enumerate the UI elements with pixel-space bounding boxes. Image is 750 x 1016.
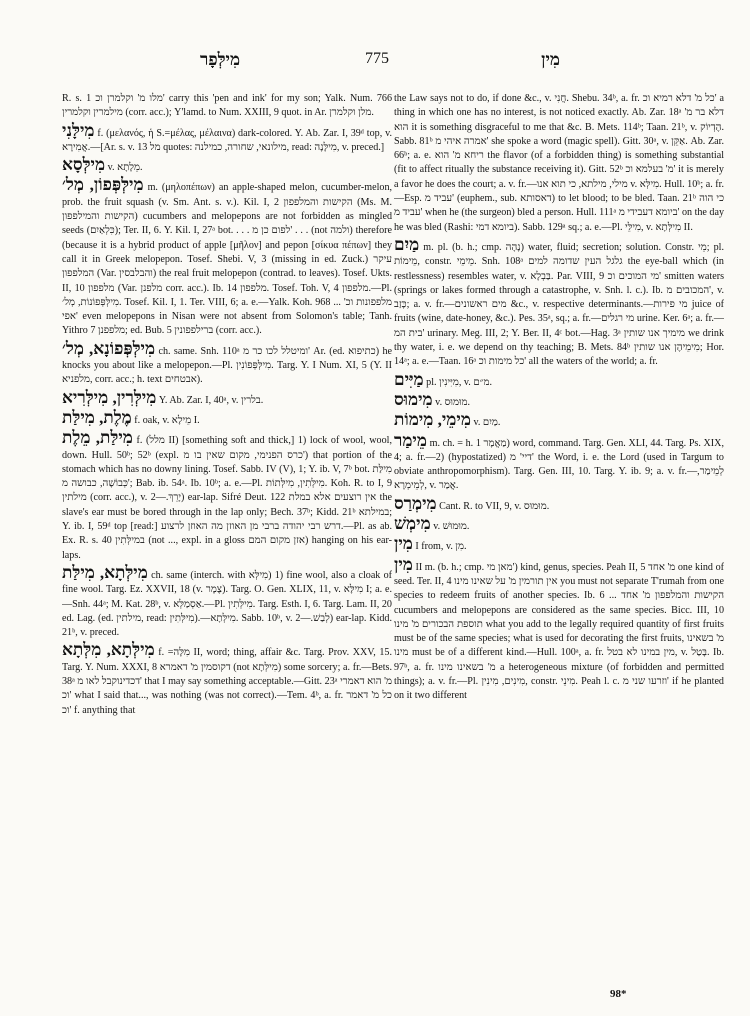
signature-mark: 98* — [610, 988, 627, 1000]
entry-definition: f. oak, v. מֵילָא I. — [134, 414, 200, 426]
entry-headword: מִילְּסָא — [62, 155, 106, 175]
entry-headword: מִימְשׁ — [394, 514, 431, 534]
entry-definition: m. ch. = h. מַאֲמָר 1) word, command. Targ. Gen. XLI, 44. Targ. Ps. XIX, 4; a. fr.—2) (hypostatized) דיי' מ' the Word, i. e. the Lord (used in Targum to obviate anthropomorphism). Targ. Gen. III, 10. Targ. Y. ib. 9; a. v. fr.—לְמֵימַר, לְמֵימְרָא, v. אֲמַר. — [394, 437, 724, 492]
entry-headword: מִילְּפְּפוֹנָא, מְל׳ — [62, 338, 156, 358]
dictionary-entry — [394, 391, 724, 410]
entry-definition: Y. Ab. Zar. I, 40ᵃ, v. בלרין. — [158, 394, 264, 406]
entry-definition: pl. מִיִּינִין, v. מ״ם. — [426, 376, 492, 388]
entry-definition: m. (μηλοπέπων) an apple-shaped melon, cucumber-melon, prob. the fruit squash (v. Sm. Ant. s. v.). Kil. I, 2 הקישות והמלפפון (Ms. M. הקישות והמילפפון) cucumbers and melopepons are not forbidden as mingled seeds (כִּלְאַיִם); Ter. II, 6. Y. Kil. I, 27ᵃ bot. . . . לפום כן מ' . . . (not ולמה) therefore (because it is a hybrid product of apple [μῆλον] and pepon [σίκυα πέπων] they call it in Greek melopepon. Tosef. Shebi. V, 3 (missing in ed. Zuck.) עיקר המלפפון (Var. והבלבסין) the real fruit melopepon (contrad. to leaves). Tosef. Ukts. II, 10 מלפפון (Var. מלפנן corr. acc.). Ib. 14 מלפפון. Tosef. Toh. V, 4 מלפפון.—Pl. מִילְּפְּפוֹנוֹת, מְל׳. Tosef. Kil. I, 1. Ter. VIII, 6; a. e.—Yalk. Koh. 968 ... מלפפונות וכ' אפי' even melopepons in Nisan were not absent from Solomon's table; Tanh. Yithro 7 מלפפנן; ed. Bub. 5 ברילפפונין (corr. acc.). — [62, 182, 392, 337]
page-header — [60, 50, 710, 80]
entry-definition: I from, v. מִן. — [415, 541, 467, 553]
right-column — [394, 92, 724, 982]
entry-headword: מִילַּת, מֵלֶת — [62, 428, 133, 448]
entry-definition: v. מוּמוּשׁ. — [433, 521, 470, 533]
dictionary-entry — [394, 92, 724, 235]
entry-definition: f. =מִלָּה II, word; thing, affair &c. Targ. Prov. XXV, 15. Targ. Y. Num. XXXI, 8 דקוסמין מ' דאמרא (not מִילְּתָא) some sorcery; a. fr.—Bets. 38ᵃ דכדינוקבל לאו מ' that I may say something acceptable.—Gitt. 23ᵃ מ' הוא דאמרי וכ' what I said that..., was nothing (was not correct).—Tem. 4ᵇ, a. fr. כל מ' דאמר וכ' f. anything that — [62, 647, 392, 716]
entry-headword: מִילָּנִי — [62, 120, 95, 140]
entry-definition: ch. same. Snh. 110ᵃ ומיטלל לכו כר מ' Ar. (ed. כתיפוא) he knocks you about like a melopepon.—Pl. מִילְּפְּפוֹנִין. Targ. Y. I Num. XI, 5 (Y. II מלפניא, corr. acc.; h. text אבטחים). — [62, 345, 392, 386]
entry-headword: מִין — [394, 534, 413, 554]
entry-definition: f. (מלל II) [something soft and thick,] 1) lock of wool, wool, down. Hull. 50ᵇ; 52ᵇ (expl. כרס הפנימי, מקום שאין בו מ') that portion of the stomach which has no downy lining. Tosef. Sabb. IV (V), 1; Y. ib. V, 7ᵇ bot. מִילַּת כְּבוֹשָׁה, כבושה מ'; Bab. ib. 54ᵃ. Ib. 10ᵇ; a. e.—Pl. מִילְּתִין, מִילְּתוֹת. Koh. R. to I, 9 מילתין (corr. acc.), v. יָרֵךְ.—2) ear-lap. Sifré Deut. 122 אין רוצעים אלא במלת the slave's ear must be bored through in the lap only; Bech. 37ᵇ; Kidd. 21ᵇ במילתא; Y. ib. I, 59ᵈ top [read:] דרש רבי יהודה ברבי מן האוזן מה האוזן לרצוע.—Pl. as ab. Ex. R. s. 40 במילְּתִין (not ..., expl. in a gloss אזן מקום המם) hanging on his ear-laps. — [62, 435, 392, 561]
dictionary-entry — [394, 556, 724, 704]
entry-definition: v. מֵלָתָא. — [107, 162, 143, 174]
dictionary-entry — [62, 156, 392, 175]
dictionary-entry — [62, 564, 392, 640]
entry-definition: f. (μελανός, ἡ S.=μέλας, μέλαινα) dark-colored. Y. Ab. Zar. I, 39ᵈ top, v. אֲמִירָא.—[Ar. s. v. מל 13 quotes: מילונאי, שחורה, כמילנה, read: מִילָּנָה, v. preced.] — [62, 127, 392, 153]
dictionary-entry — [394, 371, 724, 390]
entry-headword: מַיִם — [394, 234, 420, 254]
dictionary-entry — [394, 411, 724, 430]
entry-headword: מַיִּים — [394, 369, 424, 389]
entry-definition: v. מַיִם. — [473, 417, 501, 429]
entry-headword: מִימוּס — [394, 389, 433, 409]
dictionary-entry — [62, 340, 392, 388]
dictionary-entry — [394, 535, 724, 554]
entry-headword: מִימְרַס — [394, 493, 437, 513]
left-column — [62, 92, 392, 982]
dictionary-entry — [62, 641, 392, 717]
dictionary-entry — [62, 409, 392, 428]
dictionary-entry — [394, 515, 724, 534]
entry-headword: מִילְּרִין, מִילְּרִיא — [62, 387, 157, 407]
entry-definition: m. pl. (b. h.; cmp. נָהָה) water, fluid; secretion; solution. Constr. מֵי; pl. מֵימוֹת, constr. מֵימֵי. Snh. 108ᵃ גלגל העין שדומה למים the eye-ball which (in restlessness) resembles water, v. בַּבְלָא. Par. VIII, 9 מי המוכים וכ' smitten waters (springs or lakes formed through a catastrophe, v. Snh. l. c.). Ib. המכובים מ', v. כָּזַב; a. v. fr.—מים ראשונים &c., v. respective determinants.—מי פירות juice of fruits (wine, date-honey, &c.). Pes. 35ᵃ, sq.; a. fr.—מי רגלים urine. Ker. 6ᵃ; a. fr.—בית המ' urinary. Meg. III, 2; Y. Ber. II, 4ᶜ bot.—Hag. 3ᵃ מימיך אנו שותין we drink thy water, i. e. we depend on thy teaching; B. Mets. 84ᵇ מִימֵיהֶן אנו שותין; Hor. 14ᵃ; a. e.—Taan. 16ᵃ כל מימות וכ' all the waters of the world; a. fr. — [394, 241, 724, 368]
page-number: 775 — [365, 50, 389, 67]
dictionary-entry — [394, 432, 724, 494]
entry-headword: מִין — [394, 554, 413, 574]
entry-definition: Cant. R. to VII, 9, v. מוּמוּס. — [439, 500, 550, 512]
entry-definition: v. מוּמוּס. — [435, 396, 471, 408]
running-head-left: מִילְּפָר — [200, 50, 241, 69]
entry-headword: מִימֵי, מִימוֹת — [394, 410, 471, 430]
dictionary-entry — [62, 429, 392, 563]
entry-headword: מֵימַר — [394, 430, 427, 450]
entry-definition: ch. same (interch. with מִילְּא) 1) fine wool, also a cloak of fine wool. Targ. Ez. XXVII, 18 (v. צֶמֶר). Targ. O. Gen. XLIX, 11, v. מִילָּא I; a. e.—Snh. 44ᵃ; M. Kat. 28ᵇ, v. אַסְמַלְּא.—Pl. מִילְּתִין. Targ. Esth. I, 6. Targ. Lam. II, 20 ed. Lag. (ed. מילתין, read: מִילְּתִין).—מִילְּתָא. Sabb. 10ᵇ, v. לְבַשׁ.—2) ear-lap. Kidd. 21ᵇ, v. preced. — [62, 569, 392, 639]
entry-definition: the Law says not to do, if done &c., v. חֲנִי. Shebu. 34ᵇ, a. fr. כל מ' דלא רמיא וכ' a thing in which one has no interest, is not noticed exactly. Ab. Zar. 18ᵃ דלא בר מ' הוא it is something disgraceful to me that &c. B. Mets. 114ᵇ; Taan. 21ᵇ, v. הֶדְיוֹק. Sabb. 81ᵇ אמרה איהי מ' she spoke a word (magic spell). Gitt. 30ᵃ, v. אַקֵּן. Ab. Zar. 66ᵇ; a. e. ריחא מ' הוא the flavor (of a forbidden thing) is something substantial (fit to affect ritually the substance receiving it). Gitt. 52ᵇ מ' בעלמא וכ' it is merely a favor he does the court; a. v. fr.—מילי, מילתא, כי תוא אנו v. מִילְּא. Hull. 10ᵇ; a. fr.—Esp. עביד מ' (euphem., sub. דאסותא) to let blood; to be bled. Taan. 21ᵇ כי הוה עביד מ' when he (the surgeon) bled a person. Hull. 111ᵃ ביומא דעבידי מ' on the day he was bled (Rashi: ביומא דמי). Sabb. 129ᵃ sq.; a. e.—Pl. מִילֵּי, v. מִילְּתָא II. — [394, 93, 724, 233]
entry-headword: מֶלֶת, מִילַּת — [62, 407, 132, 427]
dictionary-entry — [62, 176, 392, 338]
entry-headword: מִילְּתָא, מִלְּתָא — [62, 640, 155, 660]
entry-definition: II m. (b. h.; cmp. מאן מי') kind, genus, species. Peah II, 5 מ' אחד one kind of seed. Ter. II, 4 אין תורמין מ' על שאינו מינו you must not separate T'rumah from one species to redeem fruits of another species. Ib. 6 ... הקישות והמלפפון מ' אחד cucumbers and melopepons are considered as the same species. Bicc. III, 10 תוספת הבכורים מ' מינו what you add to the legally required quantity of first fruits must be of the same species; what is used for decorating the first fruits, מ' בשאינו מינו must be of a different kind.—Hull. 100ᵃ, a. fr. מין במינו לא בטל, v. בָּטַל. Ib. 97ᵇ, a. fr. מ' בשאינו מינו a heterogeneous mixture (of forbidden and permitted things); a. v. fr.—Pl. מִינִים, מִינִין, constr. מִינֵי. Peah l. c. וזרעו שני מ' if he planted on it two different — [394, 561, 724, 702]
dictionary-entry — [62, 92, 392, 121]
running-head-right: מִין — [541, 50, 560, 69]
dictionary-entry — [62, 389, 392, 408]
dictionary-entry — [394, 236, 724, 370]
dictionary-entry — [62, 122, 392, 156]
entry-definition: R. s. 1 מלו מ' וקלמרן וכ' carry this 'pen and ink' for my son; Yalk. Num. 766 מילמרין וקלמרין (corr. acc.); Y'lamd. to Num. XXIII, 9 quot. in Ar. מלן וקלמרן. — [62, 93, 392, 119]
entry-headword: מִילְּתָא, מִילַּת — [62, 562, 148, 582]
dictionary-entry — [394, 495, 724, 514]
entry-headword: מִילְּפְּפוֹן, מְל׳ — [62, 175, 144, 195]
